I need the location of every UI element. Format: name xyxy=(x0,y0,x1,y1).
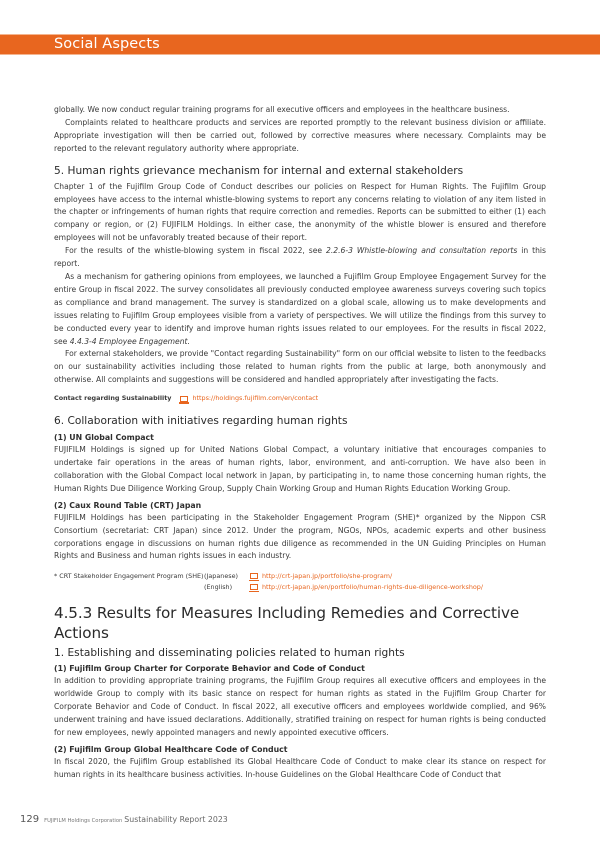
external-link-icon xyxy=(180,396,188,402)
report-title: Sustainability Report 2023 xyxy=(124,815,228,824)
whistle-blowing-reference: 2.2.6-3 Whistle-blowing and consultation reports xyxy=(326,246,518,256)
footnote-lang-english: (English) xyxy=(204,583,233,592)
contact-label: Contact regarding Sustainability xyxy=(54,394,172,403)
corporation-name: FUJIFILM Holdings Corporation xyxy=(44,818,123,824)
she-link-english[interactable]: http://crt-japan.jp/en/portfolio/human-rights-due-diligence-workshop/ xyxy=(262,583,484,592)
section-4-5-3-title: 4.5.3 Results for Measures Including Remedies and Corrective Actions xyxy=(54,604,520,643)
external-link-icon xyxy=(250,584,258,590)
charter-text: In addition to providing appropriate training programs, the Fujifilm Group requires all executive officers and employees in the worldwide Group to comply with its basic stance on respect for human rights as stated in the Fujifilm Group Charter for Corporate Behavior and Code of Conduct. In fiscal 2022, all executive officers and employees worldwide complied, and 96% underwent training and have issued declarations. Additionally, stratified training on respect for human rights is being conducted for new employees, newly appointed managers and newly appointed executive officers. xyxy=(54,676,546,737)
footnote-label: * CRT Stakeholder Engagement Program (SHE) xyxy=(54,572,204,581)
intro-paragraph-1: globally. We now conduct regular training programs for all executive officers and employees in the healthcare business. xyxy=(54,105,510,114)
footnote-lang-japanese: (Japanese) xyxy=(204,572,239,581)
employee-engagement-reference: 4.4.3-4 Employee Engagement. xyxy=(69,336,190,346)
caux-round-table-heading: (2) Caux Round Table (CRT) Japan xyxy=(54,500,202,510)
section-6-heading: 6. Collaboration with initiatives regarding human rights xyxy=(54,415,348,428)
healthcare-code-heading: (2) Fujifilm Group Global Healthcare Code of Conduct xyxy=(54,744,288,754)
un-global-compact-text: FUJIFILM Holdings is signed up for United Nations Global Compact, a voluntary initiative that encourages companies to undertake fair operations in the areas of human rights, labor, environment, and anti-corruption. We have also been in collaboration with the Global Compact local network in Japan, by participating in, to name those concerning human rights, the Human Rights Due Diligence Working Group, Supply Chain Working Group and Human Rights Education Working Group. xyxy=(54,445,546,493)
she-link-japanese[interactable]: http://crt-japan.jp/portfolio/she-program/ xyxy=(262,572,393,581)
charter-heading: (1) Fujifilm Group Charter for Corporate Behavior and Code of Conduct xyxy=(54,664,365,674)
section-5-paragraph-3: As a mechanism for gathering opinions from employees, we launched a Fujifilm Group Employee Engagement Survey for the entire Group in fiscal 2022. The survey consolidates all previously conducted employee awareness surveys covering such topics as compliance and brand management. The survey is standardized on a global scale, allowing us to make developments and issues relating to Fujifilm Group employees visible from a variety of perspectives. We will utilize the findings from this survey to be conducted every year to identify and improve human rights issues related to our employees. For the results in fiscal 2022, see 4.4.3-4 Employee Engagement. xyxy=(54,271,546,346)
section-5-paragraph-4: For external stakeholders, we provide "Contact regarding Sustainability" form on our official website to listen to the feedbacks on our sustainability activities including those related to human rights from the public at large, both anonymously and otherwise. All complaints and suggestions will be considered and handled appropriately after investigating the facts. xyxy=(54,349,546,385)
page-number: 129 xyxy=(20,814,40,825)
section-5-paragraph-2: For the results of the whistle-blowing system in fiscal 2022, see 2.2.6-3 Whistle-blowing and consultation reports in this report. xyxy=(54,246,547,269)
intro-paragraph-2: Complaints related to healthcare products and services are reported promptly to the relevant business division or affiliate. Appropriate investigation will then be carried out, followed by corrective measures where necessary. Complaints may be reported to the relevant regulatory authority where appropriate. xyxy=(54,117,546,153)
contact-link[interactable]: https://holdings.fujifilm.com/en/contact xyxy=(192,394,319,403)
page-content xyxy=(54,104,546,782)
section-banner xyxy=(0,34,600,55)
section-5-paragraph-1: Chapter 1 of the Fujifilm Group Code of Conduct describes our policies on Respect for Human Rights. The Fujifilm Group employees have access to the internal whistle-blowing systems to report any concerns relating to violation of any item listed in the chapter or infringements of human rights that require correction and remedies. Reports can be submitted to either (1) each company or region, or (2) FUJIFILM Holdings. In either case, the anonymity of the whistle blower is ensured and therefore employees will not be unfavorably treated because of their report. xyxy=(54,181,546,243)
she-footnote xyxy=(54,571,546,593)
contact-link-row xyxy=(54,393,546,404)
un-global-compact-heading: (1) UN Global Compact xyxy=(54,433,154,443)
healthcare-code-text: In fiscal 2020, the Fujifilm Group established its Global Healthcare Code of Conduct to make clear its stance on respect for human rights in its healthcare business activities. In-house Guidelines on the Global Healthcare Code of Conduct that xyxy=(54,756,546,779)
policies-heading: 1. Establishing and disseminating policies related to human rights xyxy=(54,647,405,660)
page-footer xyxy=(20,814,228,825)
external-link-icon xyxy=(250,573,258,579)
section-title: Social Aspects xyxy=(54,36,160,52)
caux-round-table-text: FUJIFILM Holdings has been participating in the Stakeholder Engagement Program (SHE)* organized by the Nippon CSR Consortium (secretariat: CRT Japan) since 2012. Under the program, NGOs, NPOs, academic experts and other business corporations engage in discussions on human rights due diligence as recommended in the UN Guiding Principles on Human Rights and Business and human rights issues in each industry. xyxy=(54,512,546,561)
section-5-heading: 5. Human rights grievance mechanism for internal and external stakeholders xyxy=(54,164,464,177)
